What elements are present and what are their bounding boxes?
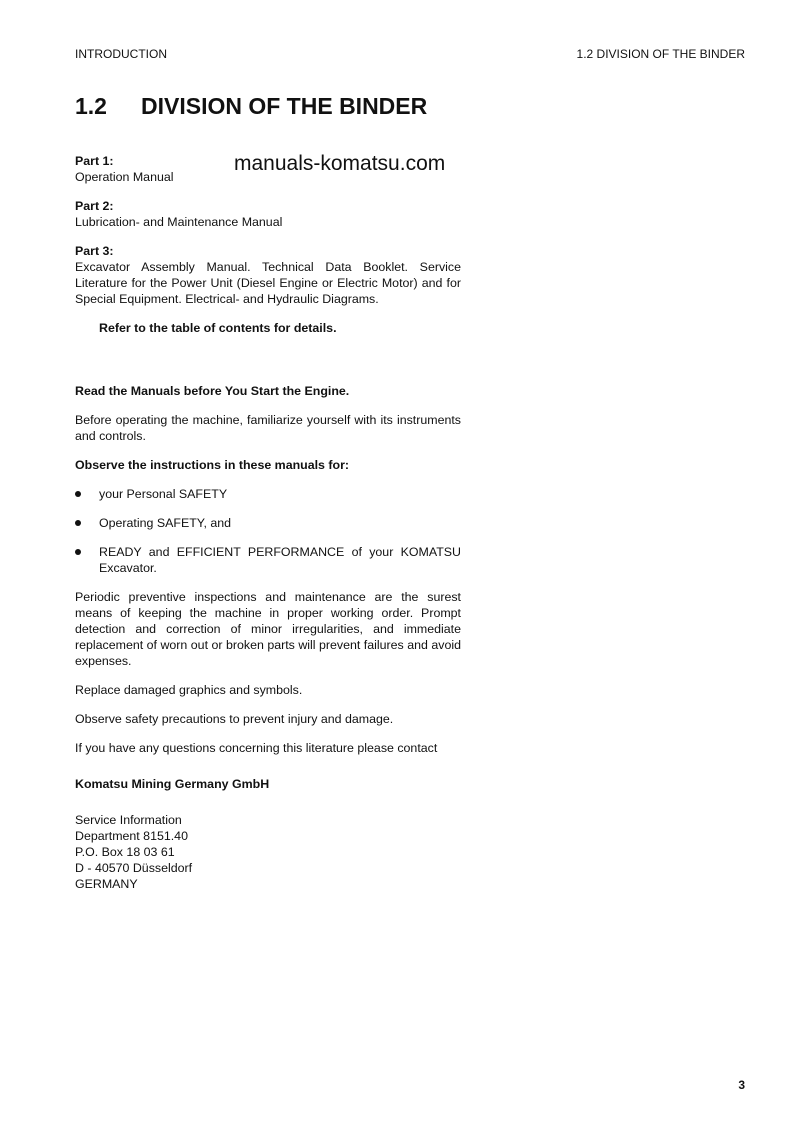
- page-number: 3: [738, 1078, 745, 1092]
- part-2: [75, 198, 461, 230]
- bullet-icon: [75, 520, 81, 526]
- part-1: [75, 153, 461, 185]
- address-line: Service Information: [75, 813, 182, 827]
- instruction-list: [75, 486, 461, 576]
- address-line: Department 8151.40: [75, 829, 188, 843]
- part-label: Part 2:: [75, 199, 114, 213]
- list-item: READY and EFFICIENT PERFORMANCE of your KOMATSU Excavator.: [75, 544, 461, 576]
- bullet-icon: [75, 549, 81, 555]
- address-line: D - 40570 Düsseldorf: [75, 861, 193, 875]
- graphics-paragraph: Replace damaged graphics and symbols.: [75, 683, 303, 697]
- list-item: Operating SAFETY, and: [75, 515, 461, 531]
- company-name: Komatsu Mining Germany GmbH: [75, 777, 270, 791]
- running-header-right: 1.2 DIVISION OF THE BINDER: [576, 47, 745, 61]
- address-line: P.O. Box 18 03 61: [75, 845, 175, 859]
- observe-heading: Observe the instructions in these manuals for:: [75, 458, 350, 472]
- part-label: Part 3:: [75, 244, 114, 258]
- list-item: your Personal SAFETY: [75, 486, 461, 502]
- running-header-left: INTRODUCTION: [75, 47, 167, 61]
- bullet-icon: [75, 491, 81, 497]
- section-number: 1.2: [75, 93, 107, 119]
- maintenance-paragraph: Periodic preventive inspections and maintenance are the surest means of keeping the machine in proper working order. Prompt detection and correction of minor irregularities, and immediate replacement of worn out or broken parts will prevent failures and avoid expenses.: [75, 590, 461, 668]
- part-text: Excavator Assembly Manual. Technical Data Booklet. Service Literature for the Power Unit (Diesel Engine or Electric Motor) and for Special Equipment. Electrical- and Hydraulic Diagrams.: [75, 260, 461, 306]
- refer-note: Refer to the table of contents for details.: [99, 321, 337, 335]
- read-heading: Read the Manuals before You Start the Engine.: [75, 384, 350, 398]
- part-3: [75, 243, 461, 307]
- part-text: Lubrication- and Maintenance Manual: [75, 215, 283, 229]
- contact-paragraph: If you have any questions concerning this literature please contact: [75, 741, 438, 755]
- part-label: Part 1:: [75, 154, 114, 168]
- section-title: DIVISION OF THE BINDER: [141, 93, 428, 119]
- watermark-text: manuals-komatsu.com: [234, 152, 446, 175]
- address-block: [75, 812, 461, 892]
- address-line: GERMANY: [75, 877, 138, 891]
- main-column: [75, 153, 461, 892]
- part-text: Operation Manual: [75, 170, 174, 184]
- safety-paragraph: Observe safety precautions to prevent injury and damage.: [75, 712, 394, 726]
- page-title: [75, 93, 427, 120]
- read-text: Before operating the machine, familiarize yourself with its instruments and controls.: [75, 413, 461, 443]
